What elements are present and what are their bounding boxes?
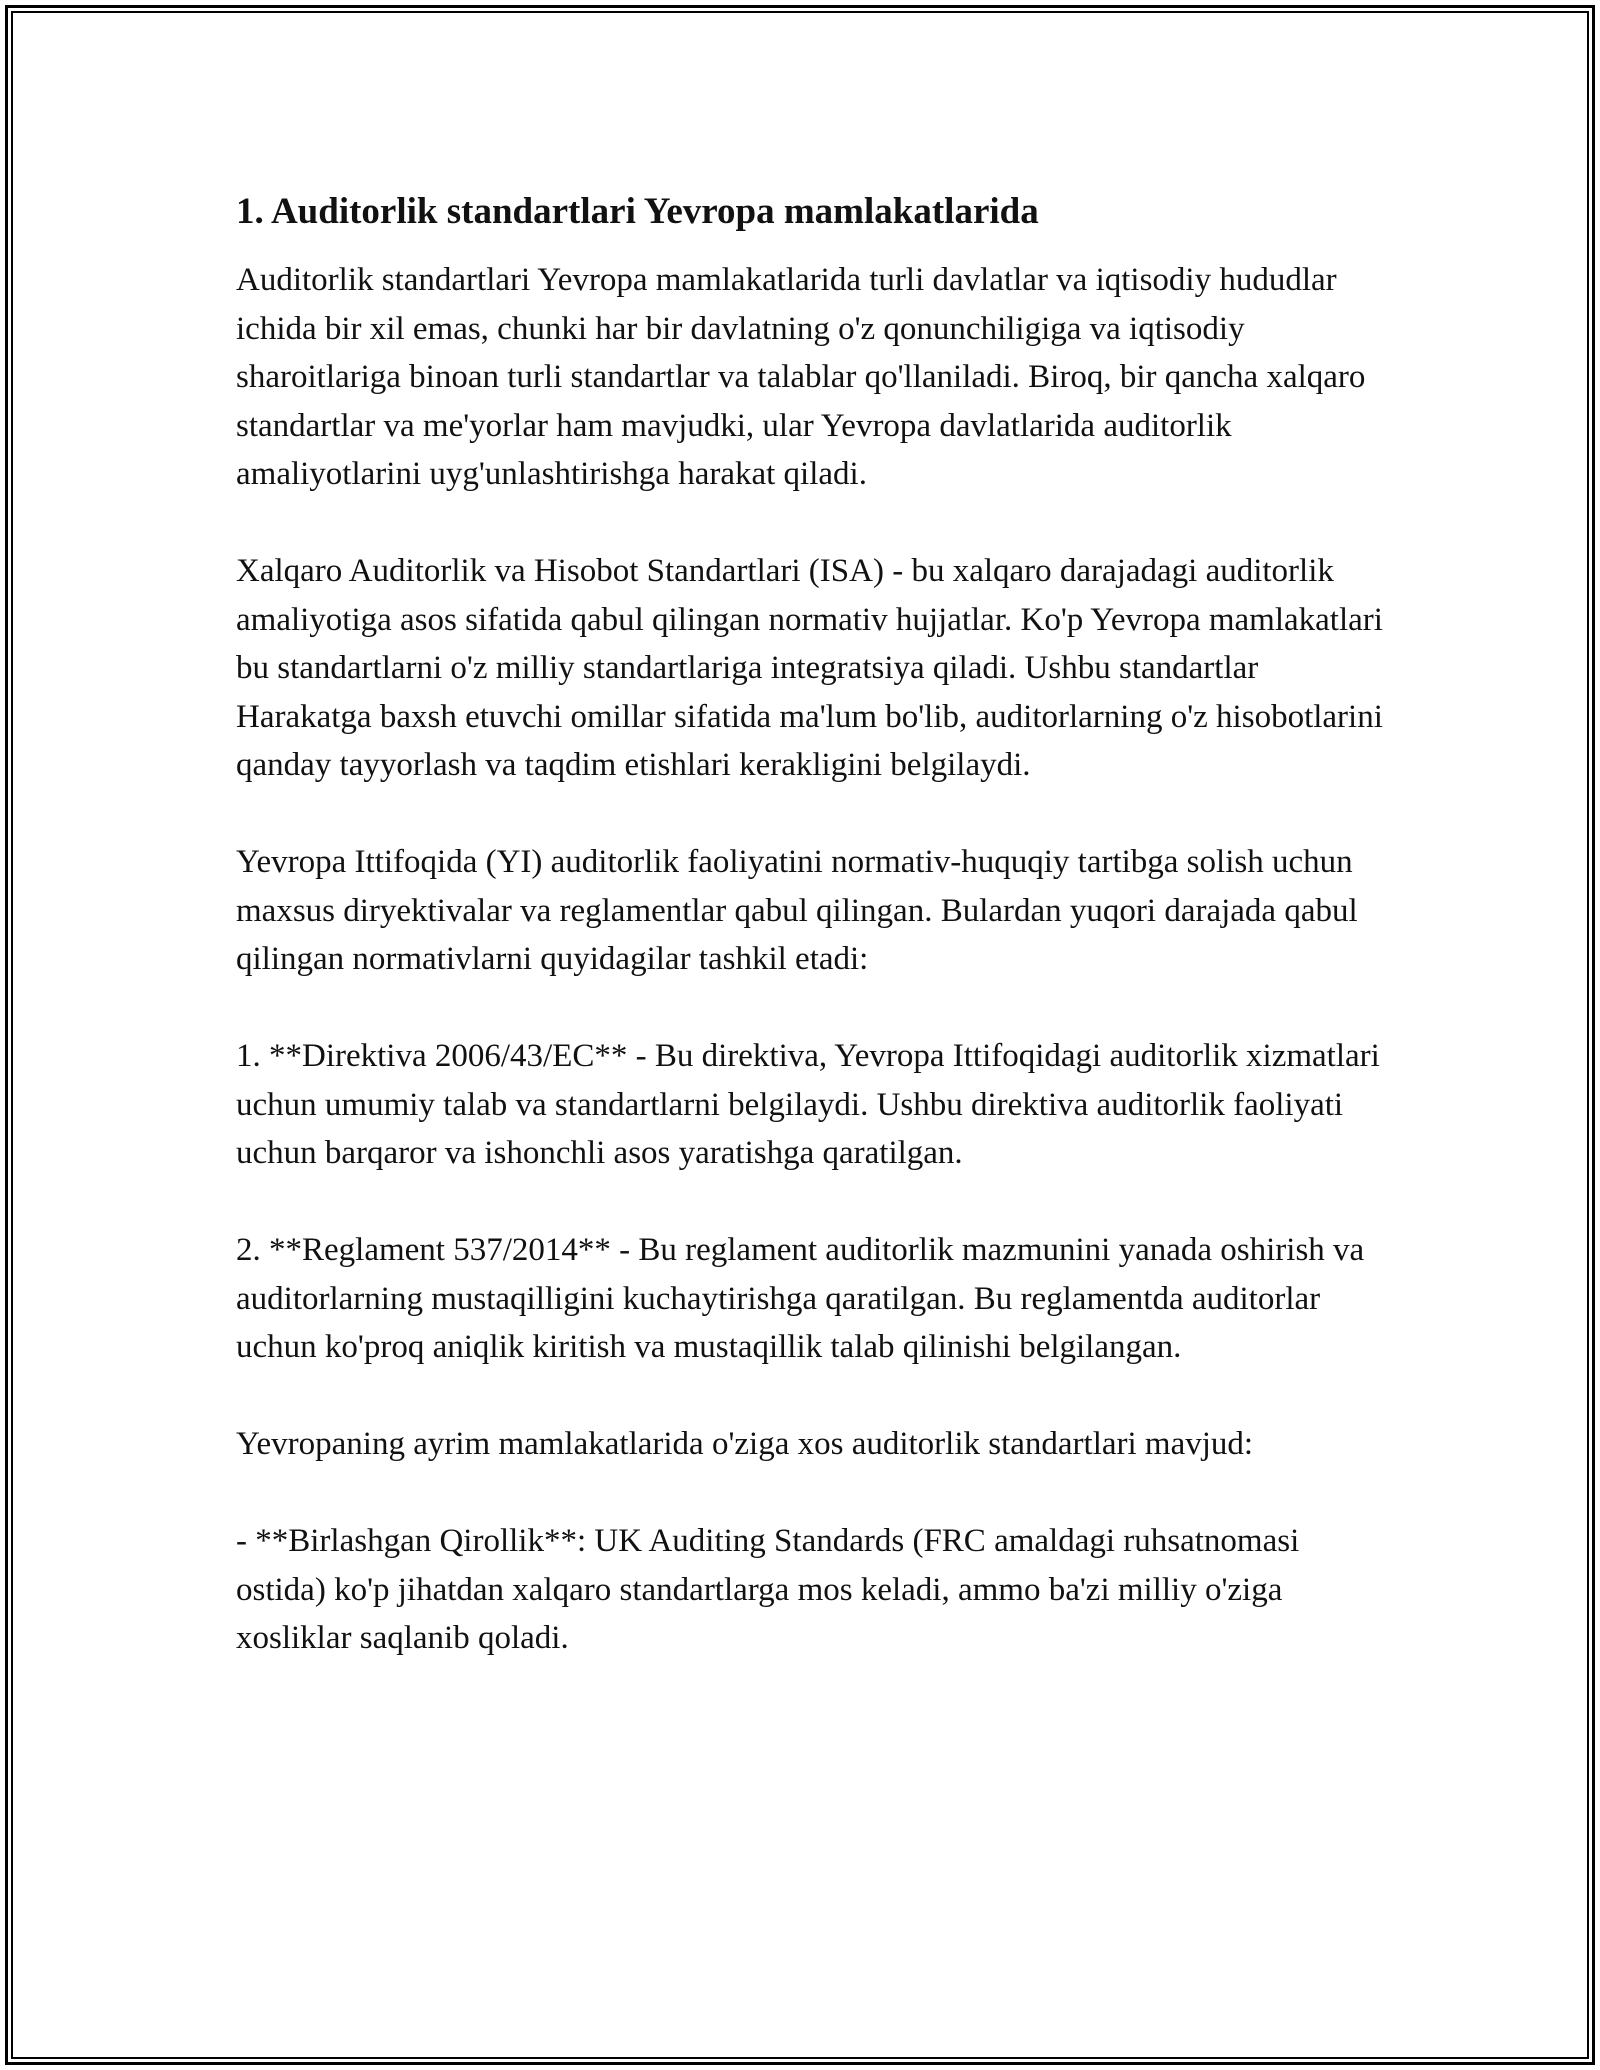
section-heading: 1. Auditorlik standartlari Yevropa mamlakatlarida — [236, 191, 1039, 232]
paragraph-intro: Auditorlik standartlari Yevropa mamlakatlarida turli davlatlar va iqtisodiy hududlar ichida bir xil emas, chunki har bir davlatning o'z qonunchiligiga va iqtisodiy sharoitlariga binoan turli standartlar va talablar qo'llaniladi. Biroq, bir qancha xalqaro standartlar va me'yorlar ham mavjudki, ular Yevropa davlatlarida auditorlik amaliyotlarini uyg'unlashtirishga harakat qiladi. — [236, 262, 1366, 492]
paragraph-isa: Xalqaro Auditorlik va Hisobot Standartlari (ISA) - bu xalqaro darajadagi auditorlik amaliyotiga asos sifatida qabul qilingan normativ hujjatlar. Ko'p Yevropa mamlakatlari bu standartlarni o'z milliy standartlariga integratsiya qiladi. Ushbu standartlar Harakatga baxsh etuvchi omillar sifatida ma'lum bo'lib, auditorlarning o'z hisobotlarini qanday tayyorlash va taqdim etishlari kerakligini belgilaydi. — [236, 553, 1383, 783]
paragraph-reglament: 2. **Reglament 537/2014** - Bu reglament auditorlik mazmunini yanada oshirish va auditorlarning mustaqilligini kuchaytirishga qaratilgan. Bu reglamentda auditorlar uchun ko'proq aniqlik kiritish va mustaqillik talab qilinishi belgilangan. — [236, 1232, 1365, 1365]
document-body — [236, 188, 1386, 1711]
paragraph-national-standards: Yevropaning ayrim mamlakatlarida o'ziga xos auditorlik standartlari mavjud: — [236, 1426, 1254, 1462]
paragraph-united-kingdom: - **Birlashgan Qirollik**: UK Auditing Standards (FRC amaldagi ruhsatnomasi ostida) ko'p jihatdan xalqaro standartlarga mos keladi, ammo ba'zi milliy o'ziga xosliklar saqlanib qoladi. — [236, 1523, 1300, 1656]
paragraph-eu-regulation: Yevropa Ittifoqida (YI) auditorlik faoliyatini normativ-huquqiy tartibga solish uchun maxsus diryektivalar va reglamentlar qabul qilingan. Bulardan yuqori darajada qabul qilingan normativlarni quyidagilar tashkil etadi: — [236, 844, 1358, 977]
paragraph-directive: 1. **Direktiva 2006/43/EC** - Bu direktiva, Yevropa Ittifoqidagi auditorlik xizmatlari uchun umumiy talab va standartlarni belgilaydi. Ushbu direktiva auditorlik faoliyati uchun barqaror va ishonchli asos yaratishga qaratilgan. — [236, 1038, 1380, 1171]
